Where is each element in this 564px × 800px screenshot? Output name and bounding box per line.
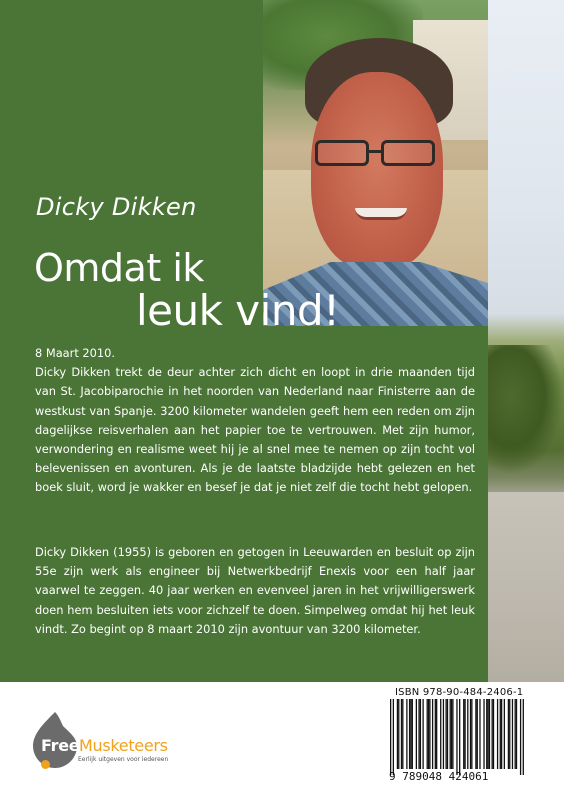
barcode-bar [402,699,403,769]
barcode-bar [489,699,490,769]
barcode-bar [401,699,402,769]
barcode-bar [393,699,394,775]
barcode-bar [464,699,465,769]
barcode-bar [429,699,430,769]
barcode-bar [470,699,471,769]
barcode-bar [410,699,411,769]
author-bio: Dicky Dikken (1955) is geboren en getogen in Leeuwarden en besluit op zijn 55e zijn werk als engineer bij Netwerkbedrijf Enexis voor een half jaar vaarwel te zeggen. 40 jaar werken en evenveel jaren in het vrijwilligerswerk doen hem besluiten iets voor zichzelf te doen. Simpelweg omdat hij het leuk vindt. Zo begint op 8 maart 2010 zijn avontuur van 3200 kilometer. [35,545,475,636]
author-name: Dicky Dikken [36,193,197,221]
barcode-bar [459,699,460,775]
barcode-bar [418,699,419,769]
barcode-bar [428,699,429,769]
blurb-text: Dicky Dikken trekt de deur achter zich dicht en loopt in drie maanden tijd van St. Jacobiparochie in het noorden van Nederland naar Finisterre aan de westkust van Spanje. 3200 kilometer wandelen geeft hem een reden om zijn dagelijkse reisverhalen aan het papier toe te vertrouwen. Met zijn humor, verwondering en realisme weet hij je al snel mee te nemen op zijn tocht vol belevenissen en avonturen. Als je de laatste bladzijde hebt gelezen en het boek sluit, word je wakker en besef je dat je niet zelf die tocht hebt gelopen. [35,365,475,495]
barcode-bar [515,699,516,769]
publisher-logo [33,712,193,774]
barcode-digits: 9 789048 424061 [389,770,489,783]
publisher-name-musketeers: Musketeers [79,736,168,755]
publisher-tagline: Eerlijk uitgeven voor iedereen [78,756,169,763]
barcode-bar [492,699,493,769]
landscape-strip [488,0,564,682]
barcode-bar [451,699,452,769]
isbn-label: ISBN 978-90-484-2406-1 [395,687,524,698]
barcode-bar [447,699,448,769]
barcode-bar [516,699,517,769]
barcode-bar [500,699,501,769]
barcode-bar [467,699,468,769]
barcode-bar [452,699,453,769]
barcode-bar [479,699,480,769]
barcode-bar [509,699,510,769]
barcode [390,699,524,775]
barcode-bar [463,699,464,769]
barcode-bar [504,699,505,769]
book-title-line2: leuk vind! [136,286,340,335]
barcode-bar [445,699,446,769]
barcode-bar [406,699,407,769]
barcode-bar [390,699,391,775]
barcode-bar [477,699,478,769]
landscape-trees [488,345,564,475]
barcode-bar [420,699,421,769]
barcode-bar [501,699,502,769]
barcode-bar [475,699,476,769]
barcode-bar [486,699,487,769]
barcode-bar [435,699,436,769]
barcode-bar [487,699,488,769]
barcode-bar [497,699,498,769]
barcode-bar [432,699,433,769]
publisher-name-free: Free [41,736,80,755]
blurb-date: 8 Maart 2010. [35,346,116,360]
logo-dot [41,760,50,769]
landscape-road [488,492,564,682]
book-title-line1: Omdat ik [34,246,204,290]
barcode-bar [520,699,521,775]
barcode-bar [443,699,444,769]
barcode-bar [523,699,524,775]
author-photo [263,0,488,326]
barcode-bar [493,699,494,769]
barcode-bar [412,699,413,769]
barcode-bar [471,699,472,769]
barcode-bar [483,699,484,769]
barcode-bar [450,699,451,769]
barcode-bar [512,699,513,769]
barcode-bar [416,699,417,769]
barcode-bar [427,699,428,769]
barcode-bar [397,699,398,769]
barcode-bar [436,699,437,769]
barcode-bar [508,699,509,769]
book-blurb [35,344,475,498]
barcode-bar [440,699,441,769]
barcode-bar [398,699,399,769]
barcode-bar [422,699,423,769]
barcode-bar [456,699,457,775]
barcode-bar [409,699,410,769]
